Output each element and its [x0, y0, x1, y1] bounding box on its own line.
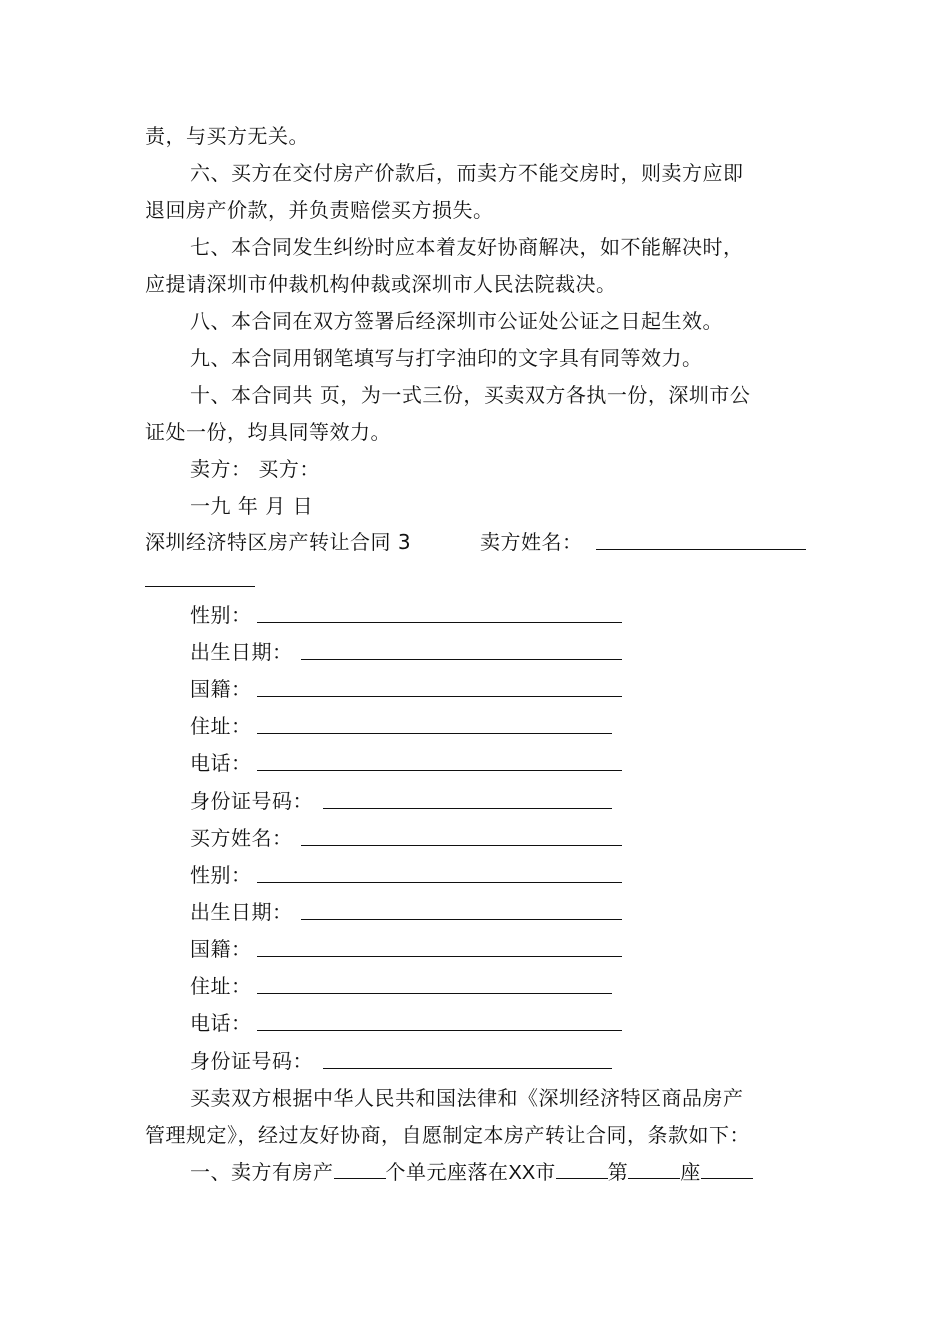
seller-name-field[interactable]: [596, 549, 806, 550]
clause-one-text-c: 市: [535, 1160, 556, 1184]
clause-ten-line-2: 证处一份，均具同等效力。: [145, 420, 391, 444]
buyer-name-label: 买方姓名：: [190, 826, 293, 850]
city-district-field[interactable]: [556, 1156, 608, 1179]
seller-id-field[interactable]: [323, 808, 612, 809]
clause-one-line-1: [190, 1154, 810, 1190]
clause-eight: 八、本合同在双方签署后经深圳市公证处公证之日起生效。: [190, 309, 723, 333]
building-number-field[interactable]: [628, 1156, 680, 1179]
clause-one-text-d: 第: [607, 1160, 629, 1184]
buyer-birthdate-field[interactable]: [301, 919, 622, 920]
clause-one-text-xx: XX: [508, 1162, 536, 1184]
buyer-name-field[interactable]: [301, 845, 622, 846]
paragraph-line: 责，与买方无关。: [145, 124, 309, 148]
seller-name-label: 卖方姓名：: [480, 530, 583, 554]
clause-one-text-b: 个单元座落在: [385, 1160, 509, 1184]
seller-id-label: 身份证号码：: [190, 789, 313, 813]
unit-number-field[interactable]: [701, 1156, 753, 1179]
seller-birthdate-label: 出生日期：: [190, 640, 293, 664]
seller-phone-label: 电话：: [190, 751, 252, 775]
buyer-gender-label: 性别：: [190, 863, 252, 887]
buyer-nationality-field[interactable]: [257, 956, 622, 957]
clause-one-text-e: 座: [680, 1160, 701, 1184]
contract-title: 深圳经济特区房产转让合同 3: [145, 530, 412, 554]
signature-line: 卖方： 买方：: [190, 457, 320, 481]
clause-six-line-2: 退回房产价款，并负责赔偿买方损失。: [145, 198, 494, 222]
buyer-id-field[interactable]: [323, 1068, 612, 1069]
seller-nationality-field[interactable]: [257, 696, 622, 697]
buyer-address-field[interactable]: [257, 993, 612, 994]
seller-address-label: 住址：: [190, 714, 252, 738]
clause-ten-line-1: 十、本合同共 页，为一式三份，买卖双方各执一份，深圳市公: [190, 383, 751, 407]
seller-birthdate-field[interactable]: [301, 659, 622, 660]
buyer-address-label: 住址：: [190, 974, 252, 998]
buyer-phone-field[interactable]: [257, 1030, 622, 1031]
seller-nationality-label: 国籍：: [190, 677, 252, 701]
seller-gender-label: 性别：: [190, 603, 252, 627]
clause-seven-line-1: 七、本合同发生纠纷时应本着友好协商解决，如不能解决时，: [190, 235, 744, 259]
clause-seven-line-2: 应提请深圳市仲裁机构仲裁或深圳市人民法院裁决。: [145, 272, 617, 296]
preamble-line-1: 买卖双方根据中华人民共和国法律和《深圳经济特区商品房产: [190, 1086, 744, 1110]
buyer-gender-field[interactable]: [257, 882, 622, 883]
date-line: 一九 年 月 日: [190, 494, 314, 518]
buyer-nationality-label: 国籍：: [190, 937, 252, 961]
property-count-field[interactable]: [334, 1156, 386, 1179]
seller-gender-field[interactable]: [257, 622, 622, 623]
seller-phone-field[interactable]: [257, 770, 622, 771]
clause-nine: 九、本合同用钢笔填写与打字油印的文字具有同等效力。: [190, 346, 703, 370]
buyer-phone-label: 电话：: [190, 1011, 252, 1035]
clause-six-line-1: 六、买方在交付房产价款后，而卖方不能交房时，则卖方应即: [190, 161, 744, 185]
buyer-birthdate-label: 出生日期：: [190, 900, 293, 924]
buyer-id-label: 身份证号码：: [190, 1049, 313, 1073]
seller-name-field-continued[interactable]: [145, 586, 255, 587]
seller-address-field[interactable]: [257, 733, 612, 734]
clause-one-text-a: 一、卖方有房产: [190, 1160, 334, 1184]
preamble-line-2: 管理规定》，经过友好协商，自愿制定本房产转让合同，条款如下：: [145, 1123, 750, 1147]
